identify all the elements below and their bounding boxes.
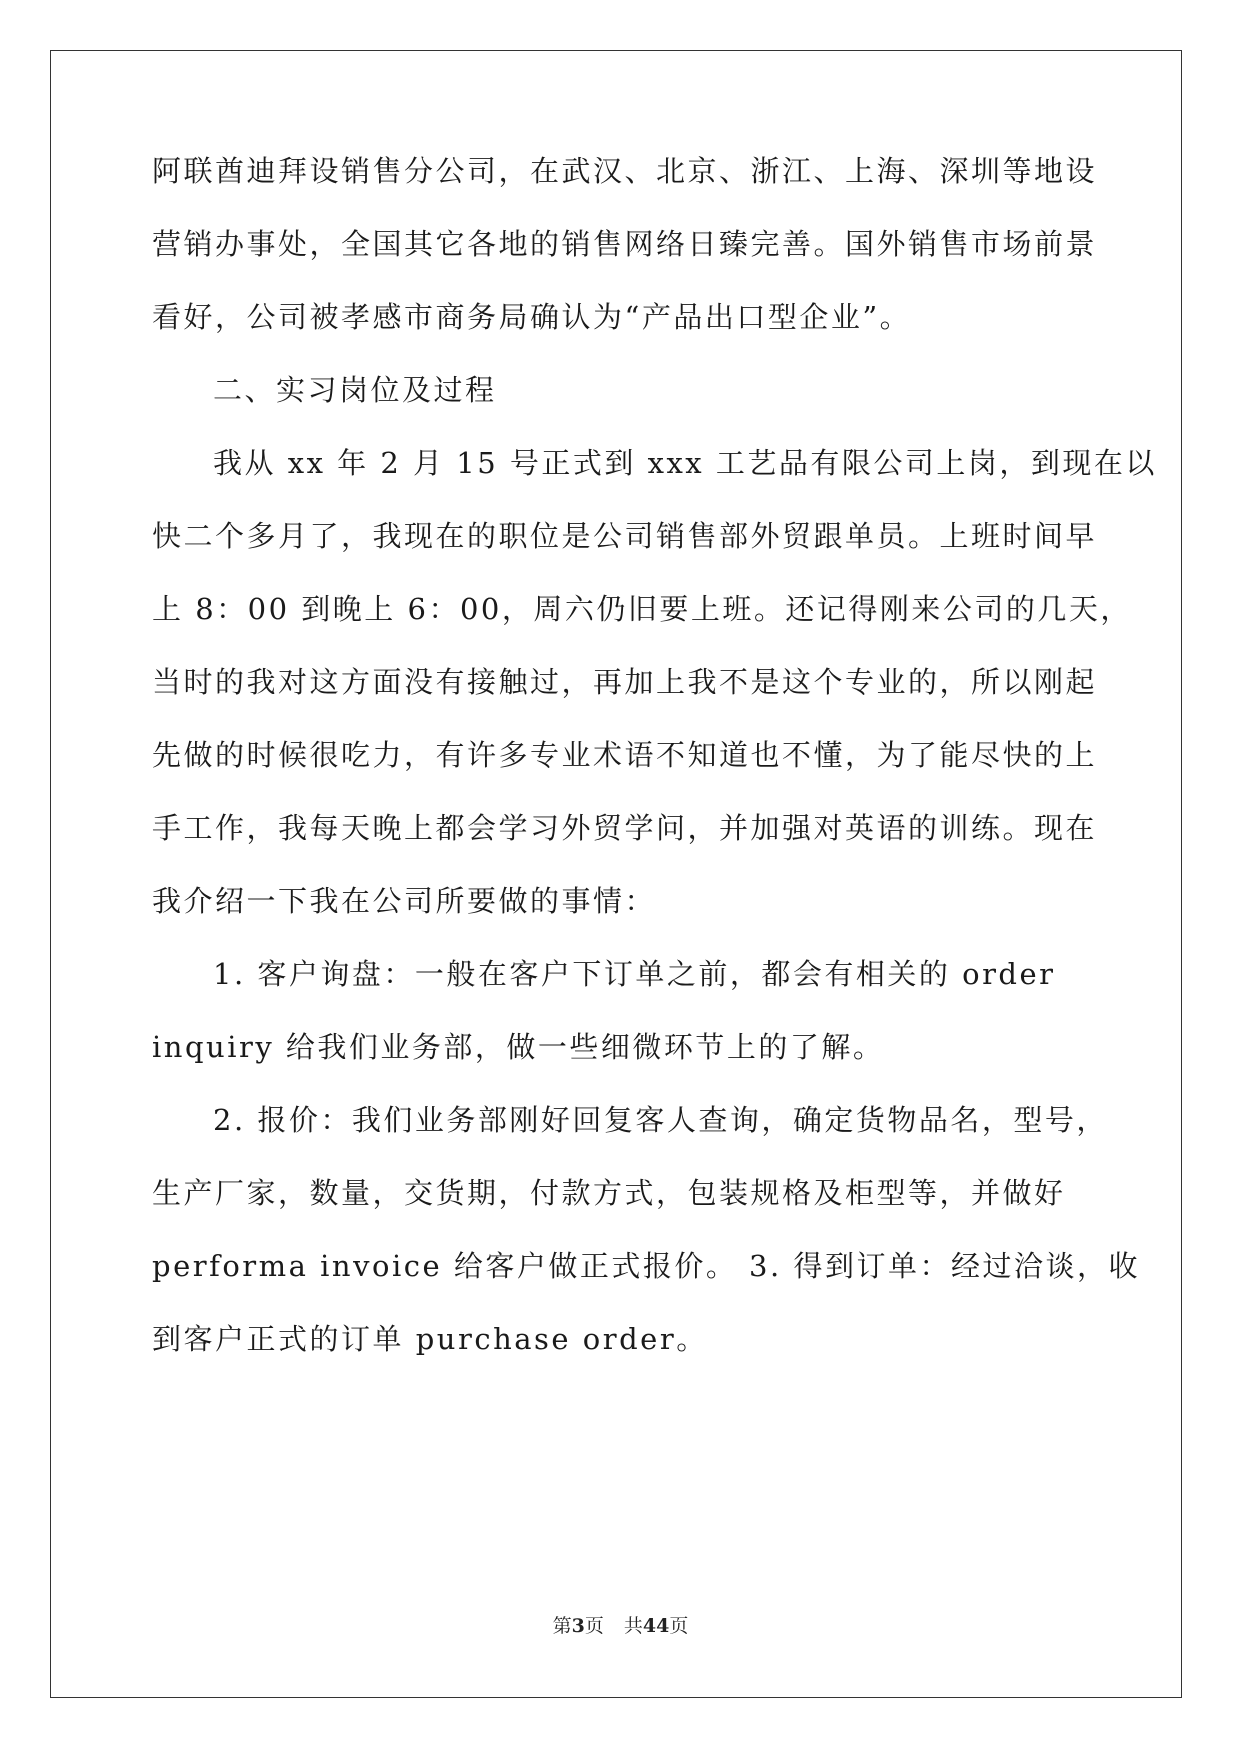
section-heading: 二、实习岗位及过程: [213, 373, 497, 407]
paragraph-line: 我介绍一下我在公司所要做的事情：: [152, 884, 657, 918]
page-suffix: 页: [584, 1615, 604, 1637]
paragraph-line: 看好，公司被孝感市商务局确认为“产品出口型企业”。: [152, 300, 912, 334]
total-suffix: 页: [669, 1615, 689, 1637]
paragraph-line: 当时的我对这方面没有接触过，再加上我不是这个专业的，所以刚起: [152, 665, 1098, 699]
list-item-line: 1. 客户询盘：一般在客户下订单之前，都会有相关的 order: [213, 957, 1056, 991]
page-number: 3: [571, 1615, 585, 1637]
paragraph-line: 先做的时候很吃力，有许多专业术语不知道也不懂，为了能尽快的上: [152, 738, 1098, 772]
paragraph-line: 快二个多月了，我现在的职位是公司销售部外贸跟单员。上班时间早: [152, 519, 1098, 553]
list-item-line: inquiry 给我们业务部，做一些细微环节上的了解。: [152, 1030, 885, 1064]
total-prefix: 共: [623, 1615, 643, 1637]
paragraph-line: 上 8：00 到晚上 6：00，周六仍旧要上班。还记得刚来公司的几天，: [152, 592, 1132, 626]
paragraph-line: 营销办事处，全国其它各地的销售网络日臻完善。国外销售市场前景: [152, 227, 1098, 261]
list-item-line: 2. 报价：我们业务部刚好回复客人查询，确定货物品名，型号，: [213, 1103, 1108, 1137]
page-prefix: 第: [552, 1615, 572, 1637]
paragraph-line: 我从 xx 年 2 月 15 号正式到 xxx 工艺品有限公司上岗，到现在以: [213, 446, 1157, 480]
paragraph-line: 手工作，我每天晚上都会学习外贸学问，并加强对英语的训练。现在: [152, 811, 1098, 845]
list-item-line: 到客户正式的订单 purchase order。: [152, 1322, 708, 1356]
list-item-line: performa invoice 给客户做正式报价。 3. 得到订单：经过洽谈，收: [152, 1249, 1140, 1283]
total-pages: 44: [642, 1615, 670, 1637]
page-footer: [0, 1614, 1241, 1638]
paragraph-line: 阿联酋迪拜设销售分公司，在武汉、北京、浙江、上海、深圳等地设: [152, 154, 1098, 188]
list-item-line: 生产厂家，数量，交货期，付款方式，包装规格及柜型等，并做好: [152, 1176, 1066, 1210]
